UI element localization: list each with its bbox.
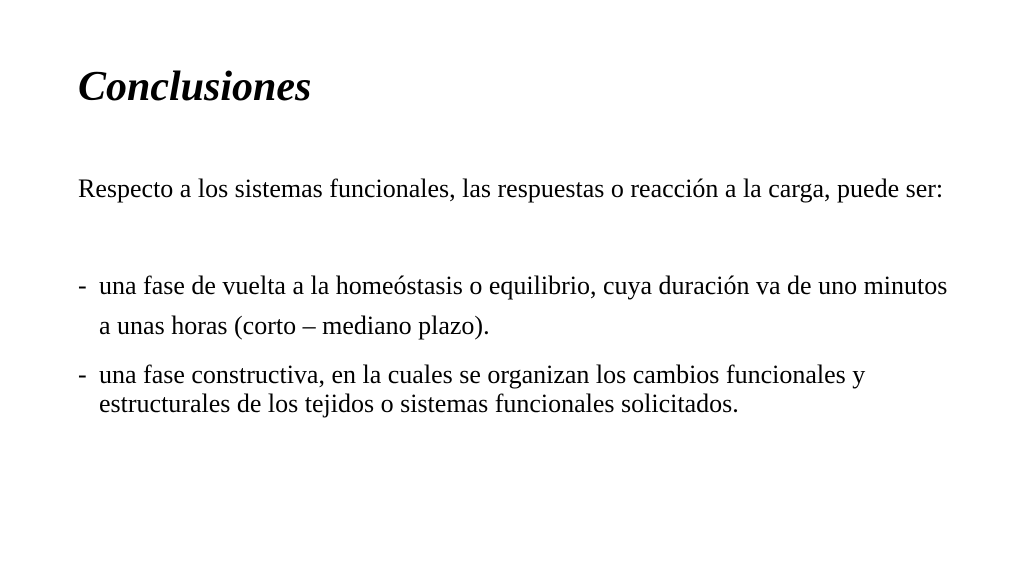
bullet-dash: -	[78, 271, 87, 300]
slide-title: Conclusiones	[78, 64, 312, 110]
bullet-list	[78, 266, 958, 418]
bullet-dash: -	[78, 360, 87, 389]
intro-paragraph: Respecto a los sistemas funcionales, las respuestas o reacción a la carga, puede ser:	[78, 174, 944, 203]
bullet-text: una fase constructiva, en la cuales se organizan los cambios funcionales y estructurales de los tejidos o sistemas funcionales solicitados.	[99, 360, 866, 418]
bullet-item	[78, 266, 958, 346]
bullet-text: una fase de vuelta a la homeóstasis o equilibrio, cuya duración va de uno minutos a unas horas (corto – mediano plazo).	[99, 271, 948, 340]
bullet-item	[78, 360, 958, 418]
